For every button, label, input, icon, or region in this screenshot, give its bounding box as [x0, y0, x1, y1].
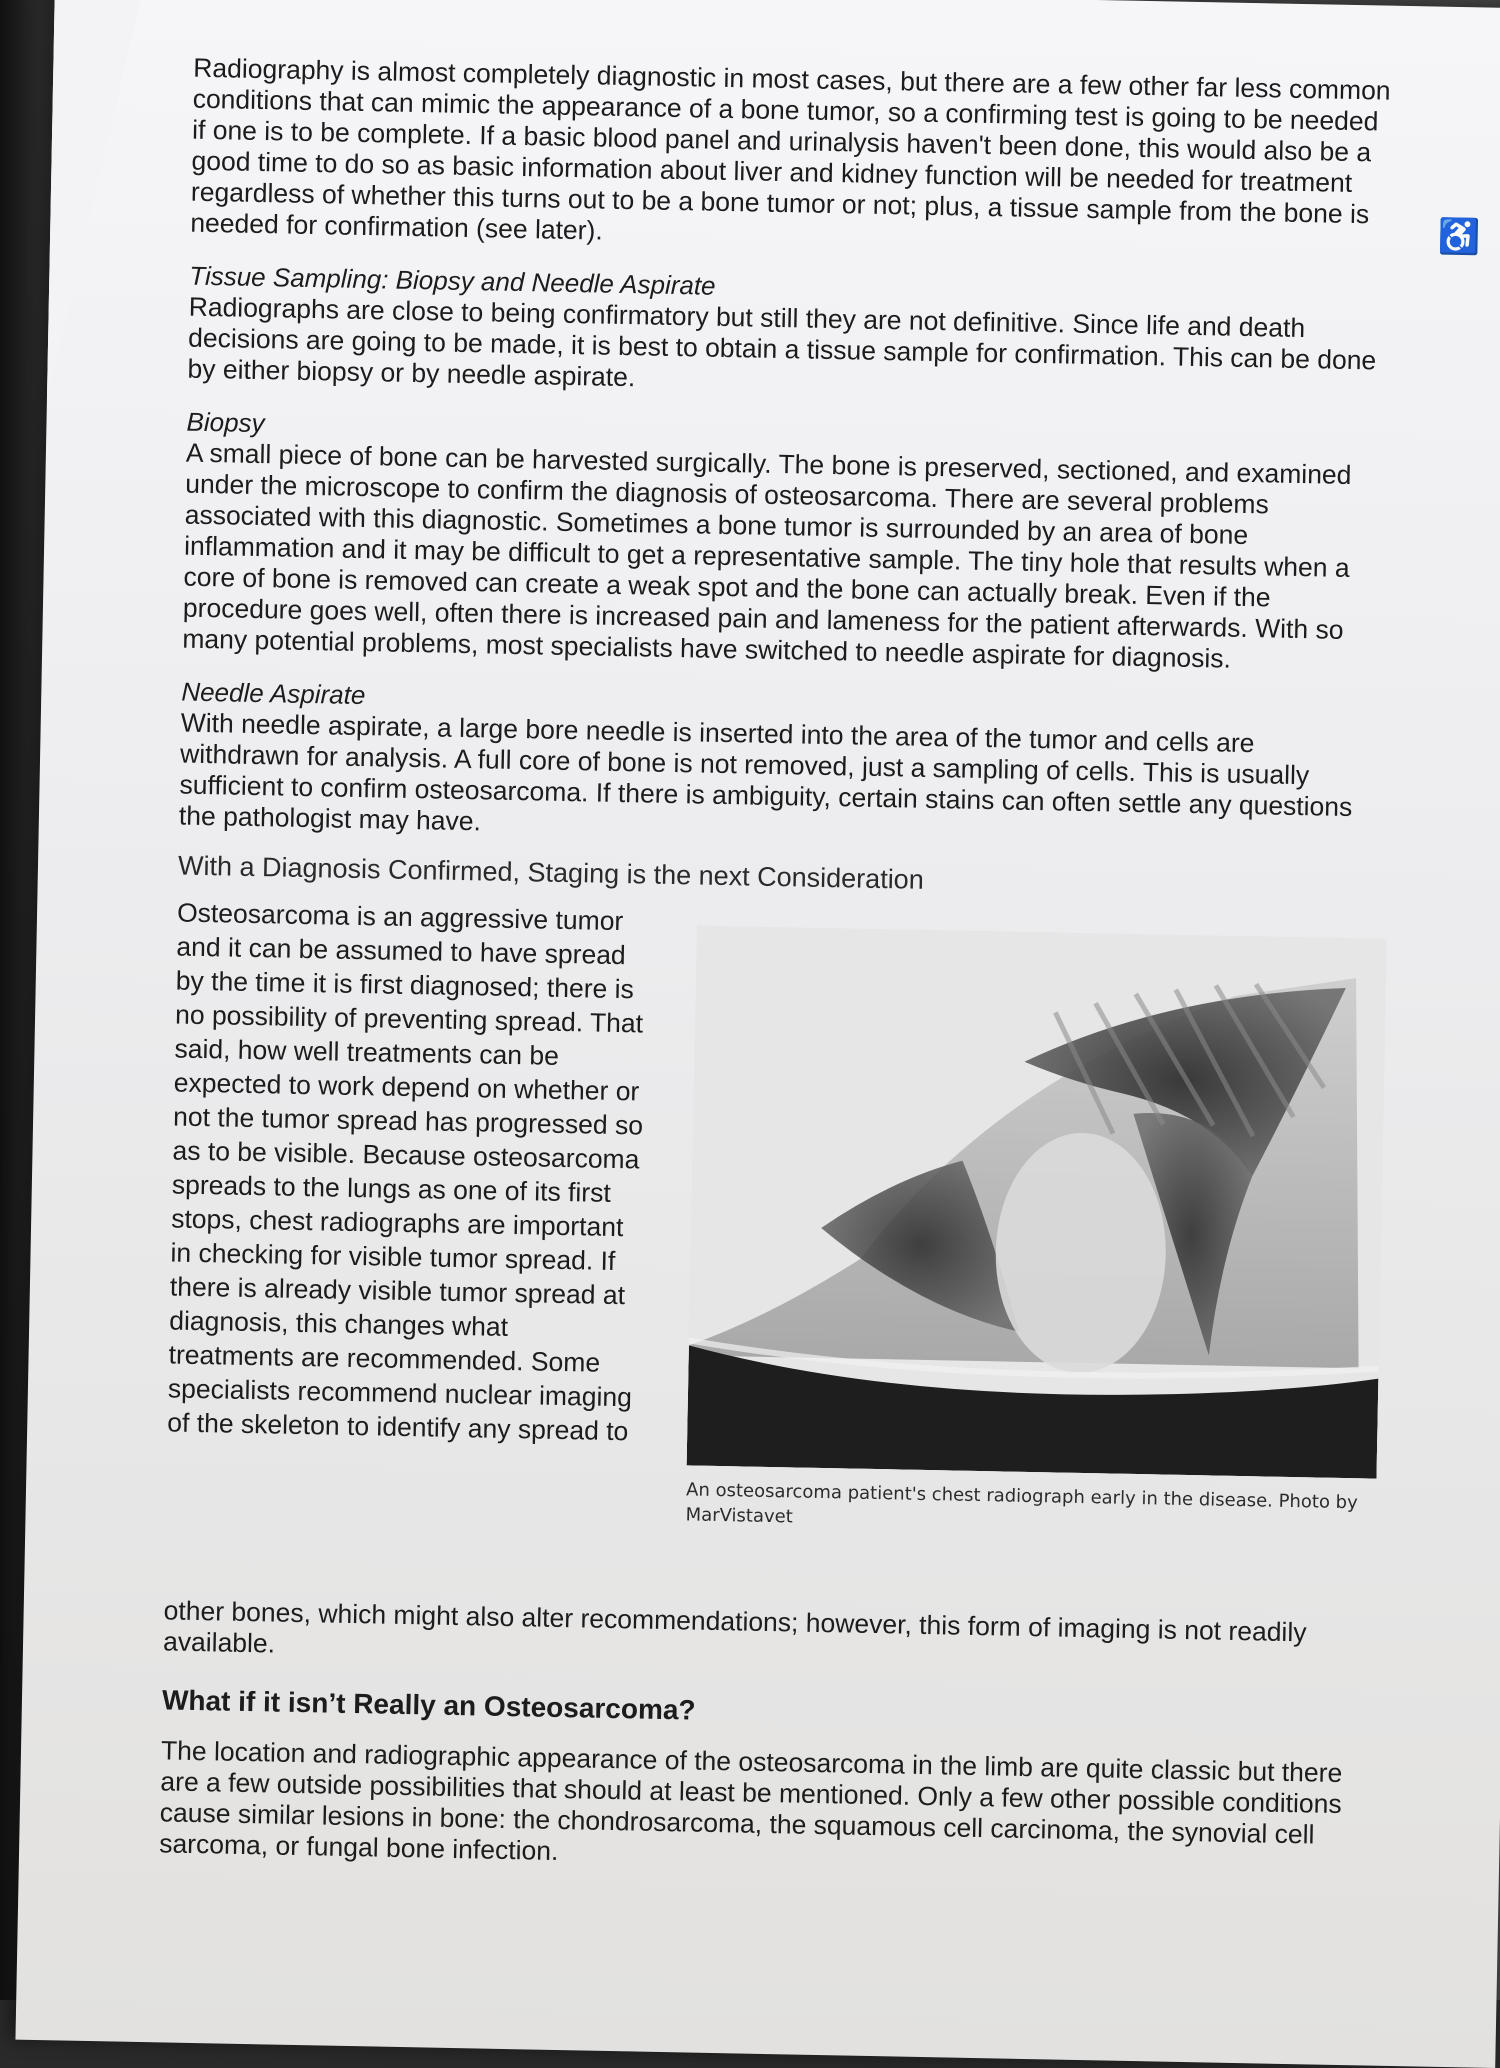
chest-radiograph-image [687, 925, 1387, 1478]
accessibility-icon[interactable]: ♿ [1437, 217, 1481, 257]
needle-aspirate-body: With needle aspirate, a large bore needle is inserted into the area of the tumor and cells are withdrawn for analysis. A full core of bone is not removed, just a sampling of cells. This is usually sufficient to confirm osteosarcoma. If there is ambiguity, certain stains can often settle any questions the pathologist may have. [178, 707, 1353, 837]
biopsy-body: A small piece of bone can be harvested surgically. The bone is preserved, sectioned, and examined under the microscope to confirm the diagnosis of osteosarcoma. There are several problems associated with this diagnostic. Sometimes a bone tumor is surrounded by an area of bone inflammation and it may be difficult to get a representative sample. The tiny hole that results when a core of bone is removed can create a weak spot and the bone can actually break. Even if the procedure goes well, often there is increased pain and lameness for the patient afterwards. With so many potential problems, most specialists have switched to needle aspirate for diagnosis. [182, 437, 1352, 674]
needle-aspirate-heading: Needle Aspirate [181, 676, 366, 711]
biopsy-heading: Biopsy [186, 406, 265, 439]
tissue-sampling-heading: Tissue Sampling: Biopsy and Needle Aspirate [189, 260, 716, 301]
document-page [15, 0, 1500, 2068]
intro-paragraph: Radiography is almost completely diagnostic in most cases, but there are a few other far less common conditions that can mimic the appearance of a bone tumor, so a confirming test is going to be needed if one is to be complete. If a basic blood panel and urinalysis haven't been done, this would also be a good time to do so as basic information about liver and kidney function will be needed for treatment regardless of whether this turns out to be a bone tumor or not; plus, a tissue sample from the bone is needed for confirmation (see later). [190, 52, 1391, 246]
not-osteosarcoma-body: The location and radiographic appearance of the osteosarcoma in the limb are quite classic but there are a few outside possibilities that should at least be mentioned. Only a few other possible conditions cause similar lesions in bone: the chondrosarcoma, the squamous cell carcinoma, the synovial cell sarcoma, or fungal bone infection. [158, 1735, 1343, 1867]
page-fold [47, 0, 145, 402]
not-osteosarcoma-heading: What if it isn’t Really an Osteosarcoma? [161, 1684, 696, 1726]
figure-caption: An osteosarcoma patient's chest radiograph early in the disease. Photo by MarVistavet [685, 1479, 1358, 1528]
radiograph-drawing [687, 925, 1387, 1478]
staging-heading: With a Diagnosis Confirmed, Staging is the next Consideration [177, 850, 925, 895]
staging-figure-row [164, 896, 1377, 1619]
tissue-sampling-body: Radiographs are close to being confirmatory but still they are not definitive. Since life and death decisions are going to be made, it is best to obtain a tissue sample for confirmation. This can be done by either biopsy or by needle aspirate. [187, 291, 1377, 393]
article-content [159, 53, 1394, 1897]
staging-body-after-figure: other bones, which might also alter recommendations; however, this form of imaging is not readily available. [162, 1595, 1307, 1659]
staging-body-beside-figure: Osteosarcoma is an aggressive tumor and it can be assumed to have spread by the time it is first diagnosed; there is no possibility of preventing spread. That said, how well treatments can be expected to work depend on whether or not the tumor spread has progressed so as to be visible. Because osteosarcoma spreads to the lungs as one of its first stops, chest radiographs are important in checking for visible tumor spread. If there is already visible tumor spread at diagnosis, this changes what treatments are recommended. Some specialists recommend nuclear imaging of the skeleton to identify any spread to [167, 897, 644, 1447]
